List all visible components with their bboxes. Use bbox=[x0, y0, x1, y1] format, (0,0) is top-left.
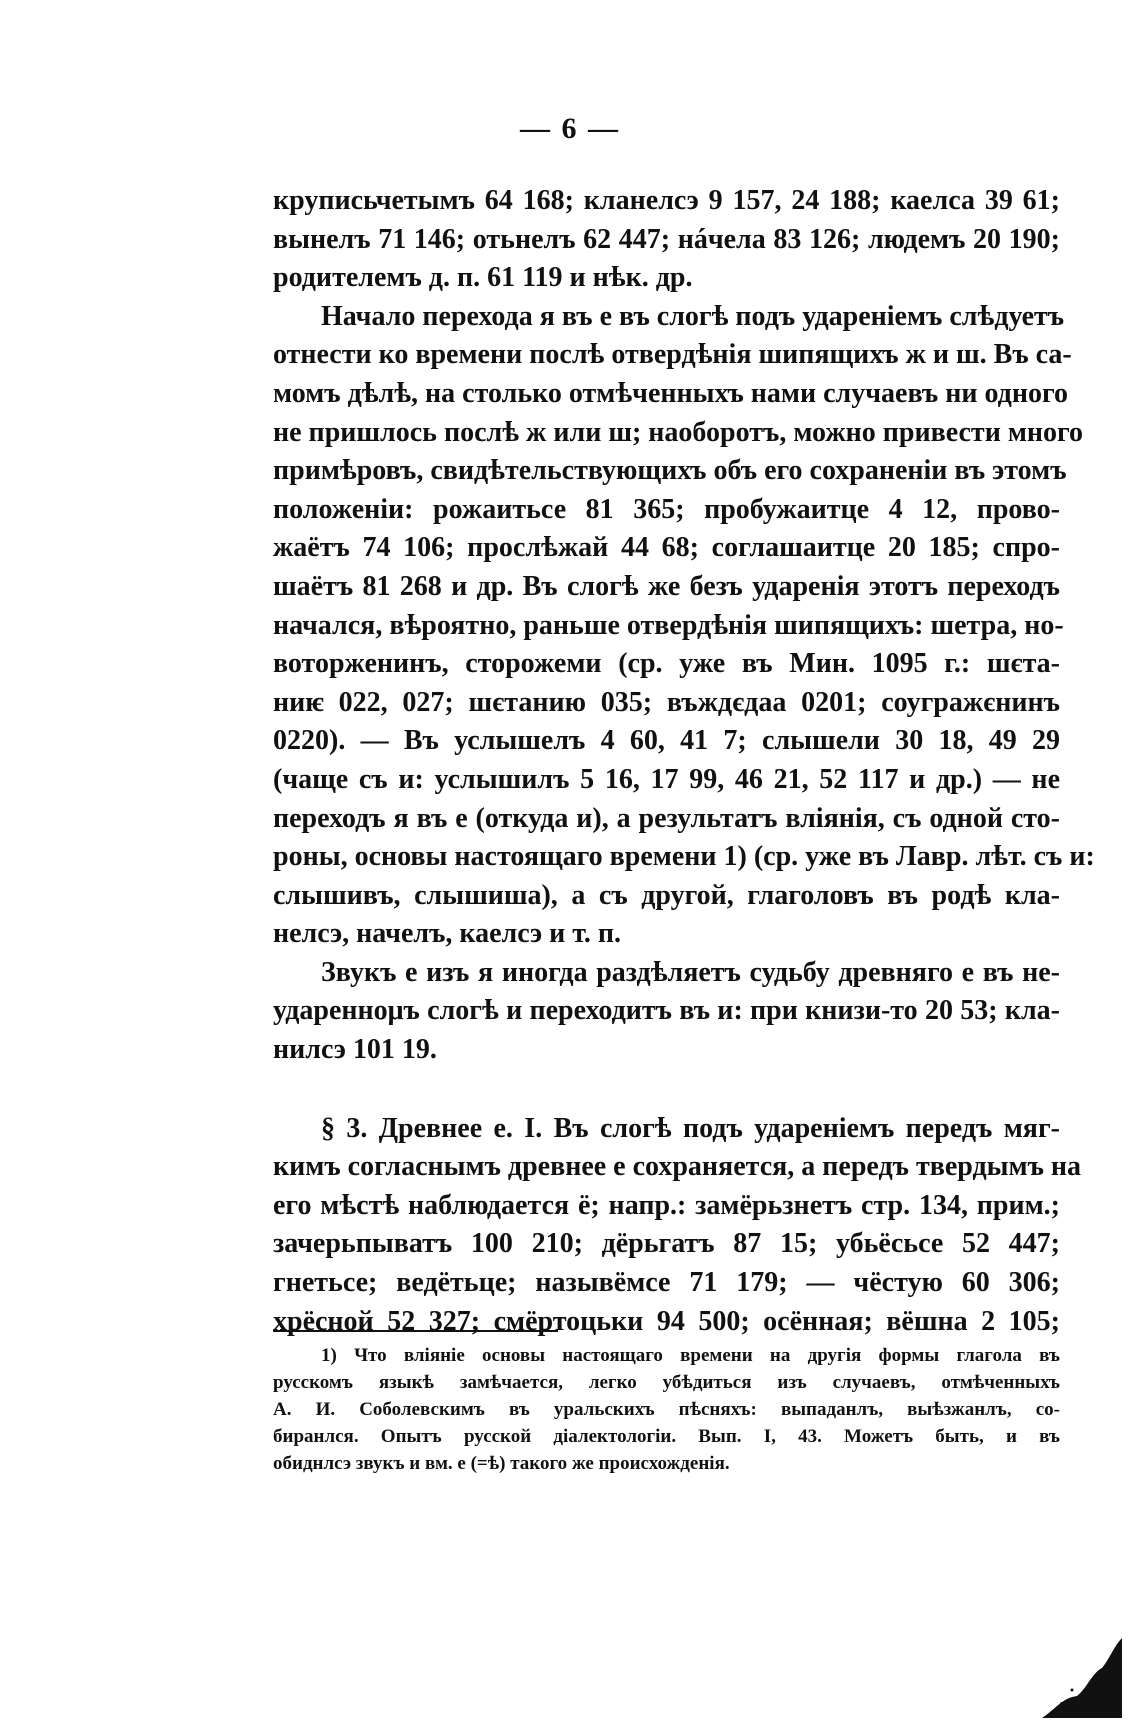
ink-smudge bbox=[1032, 1638, 1122, 1718]
text-line: отнести ко времени послѣ отвердѣнія шипящихъ ж и ш. Въ са- bbox=[273, 339, 1072, 371]
paragraph-3 bbox=[273, 954, 1060, 1070]
text-line: зачерьпыватъ 100 210; дёрьгатъ 87 15; убьёсьсе 52 447; bbox=[273, 1228, 1060, 1260]
footnote-line: обиднлсэ звукъ и вм. е (=ѣ) такого же происхожденія. bbox=[273, 1453, 730, 1474]
footnote bbox=[273, 1342, 1060, 1477]
text-line: удареннομъ слогѣ и переходитъ въ и: при книзи-то 20 53; кла- bbox=[273, 995, 1060, 1027]
page-number: — 6 — bbox=[520, 112, 620, 145]
paragraph-2 bbox=[273, 298, 1095, 954]
text-line: родителемъ д. п. 61 119 и нѣк. др. bbox=[273, 262, 693, 294]
text-line: вынелъ 71 146; отьнелъ 62 447; нáчела 83 126; людемъ 20 190; bbox=[273, 223, 1060, 255]
text-line: начался, вѣроятно, раньше отвердѣнія шипящихъ: шетра, но- bbox=[273, 609, 1064, 641]
footnote-divider bbox=[273, 1330, 558, 1332]
text-line: воторженинъ, сторожеми (ср. уже въ Мин. 1095 г.: шєта- bbox=[273, 648, 1060, 680]
footnote-line: биранлся. Опытъ русской діалектологіи. Вып. I, 43. Можетъ быть, и въ bbox=[273, 1426, 1060, 1447]
footnote-line: А. И. Соболевскимъ въ уральскихъ пѣсняхъ: выпаданлъ, выѣзжанлъ, со- bbox=[273, 1399, 1060, 1420]
text-line: кимъ согласнымъ древнее е сохраняется, а передъ твердымъ на bbox=[273, 1151, 1082, 1183]
text-line: (чаще съ и: услышилъ 5 16, 17 99, 46 21, 52 117 и др.) — не bbox=[273, 763, 1060, 795]
text-line: хрёсной 52 327; смёртоцьки 94 500; осённая; вёшна 2 105; bbox=[273, 1305, 1060, 1337]
text-line: Звукъ е изъ я иногда раздѣляетъ судьбу древняго е въ не- bbox=[321, 956, 1060, 988]
section-heading-line: § 3. Древнее е. I. Въ слогѣ подъ удареніемъ передъ мяг- bbox=[321, 1112, 1060, 1144]
footnote-line: 1) Что вліяніе основы настоящаго времени на другія формы глагола въ bbox=[321, 1345, 1060, 1366]
text-line: момъ дѣлѣ, на столько отмѣченныхъ нами случаевъ ни одного bbox=[273, 377, 1068, 409]
text-line: положеніи: рожаитьсе 81 365; пробужаитце 4 12, прово- bbox=[273, 493, 1060, 525]
text-line: его мѣстѣ наблюдается ё; напр.: замёрьзнетъ стр. 134, прим.; bbox=[273, 1189, 1060, 1221]
section-3 bbox=[273, 1110, 1082, 1342]
text-line: нилсэ 101 19. bbox=[273, 1034, 437, 1066]
body-text bbox=[273, 182, 1095, 1341]
text-line: роны, основы настоящаго времени 1) (ср. уже въ Лавр. лѣт. съ и: bbox=[273, 841, 1095, 873]
text-line: шаётъ 81 268 и др. Въ слогѣ же безъ ударенія этотъ переходъ bbox=[273, 570, 1060, 602]
paragraph-1 bbox=[273, 182, 1060, 298]
text-line: Начало перехода я въ е въ слогѣ подъ удареніемъ слѣдуетъ bbox=[321, 300, 1065, 332]
text-line: гнетьсе; ведётьце; назывёмсе 71 179; — чёстую 60 306; bbox=[273, 1267, 1060, 1299]
text-line: ниѥ 022, 027; шєтанию 035; въждєдаа 0201; соугражєнинъ bbox=[273, 686, 1060, 718]
text-line: круписьчетымъ 64 168; кланелсэ 9 157, 24 188; каелса 39 61; bbox=[273, 185, 1060, 216]
text-line: переходъ я въ е (откуда и), а результатъ вліянія, съ одной сто- bbox=[273, 802, 1060, 834]
text-line: жаётъ 74 106; прослѣжай 44 68; соглашаитце 20 185; спро- bbox=[273, 532, 1060, 564]
text-line: 0220). — Въ услышелъ 4 60, 41 7; слышели 30 18, 49 29 bbox=[273, 725, 1060, 757]
footnote-line: русскомъ языкѣ замѣчается, легко убѣдиться изъ случаевъ, отмѣченныхъ bbox=[273, 1372, 1060, 1393]
text-line: слышивъ, слышиша), а съ другой, глаголовъ въ родѣ кла- bbox=[273, 879, 1060, 911]
text-line: не пришлось послѣ ж или ш; наоборотъ, можно привести много bbox=[273, 416, 1084, 448]
text-line: нелсэ, начелъ, каелсэ и т. п. bbox=[273, 918, 622, 950]
text-line: примѣровъ, свидѣтельствующихъ объ его сохраненіи въ этомъ bbox=[273, 455, 1067, 487]
